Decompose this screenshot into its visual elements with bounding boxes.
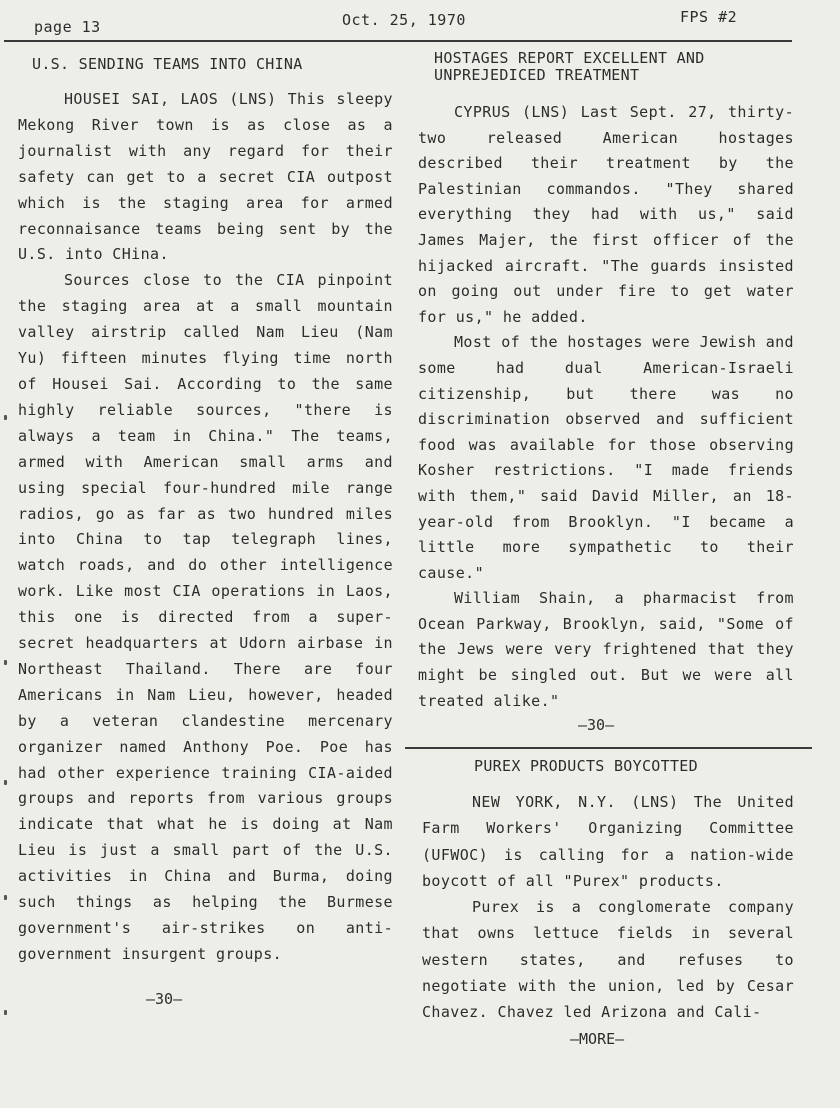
binding-hole-mark — [4, 895, 7, 900]
article-paragraph: CYPRUS (LNS) Last Sept. 27, thirty-two released American hostages described their treatment by the Palestinian commandos. "They shared everything they had with us," said James Majer, the first officer of the hijacked aircraft. "The guards insisted on going out under fire to get water for us," he added. — [418, 103, 794, 326]
article-headline: PUREX PRODUCTS BOYCOTTED — [474, 757, 698, 775]
end-mark: —30— — [578, 716, 615, 734]
article-paragraph: NEW YORK, N.Y. (LNS) The United Farm Workers' Organizing Committee (UFWOC) is calling for a nation-wide boycott of all "Purex" products. — [422, 793, 794, 890]
binding-hole-mark — [4, 415, 7, 420]
article-purex-boycott — [422, 758, 794, 1026]
end-mark: —30— — [146, 990, 183, 1008]
article-us-teams-china — [18, 56, 393, 968]
article-paragraph: Purex is a conglomerate company that owns lettuce fields in several western states, and refuses to negotiate with the union, led by Cesar Chavez. Chavez led Arizona and Cali- — [422, 898, 794, 1022]
page-number: page 13 — [34, 18, 101, 36]
article-headline: U.S. SENDING TEAMS INTO CHINA — [32, 55, 303, 73]
issue-code: FPS #2 — [680, 8, 738, 26]
continued-mark: —MORE— — [570, 1030, 625, 1048]
binding-hole-mark — [4, 660, 7, 665]
article-paragraph: William Shain, a pharmacist from Ocean Parkway, Brooklyn, said, "Some of the Jews were very frightened that they might be singled out. But we were all treated alike." — [418, 589, 794, 710]
article-headline: HOSTAGES REPORT EXCELLENT AND UNPREJEDICED TREATMENT — [434, 49, 705, 84]
issue-date: Oct. 25, 1970 — [342, 11, 466, 29]
article-paragraph: Most of the hostages were Jewish and some had dual American-Israeli citizenship, but there was no discrimination observed and sufficient food was available for those observing Kosher restrictions. "I made friends with them," said David Miller, an 18-year-old from Brooklyn. "I became a little more sympathetic to their cause." — [418, 333, 794, 582]
article-paragraph: Sources close to the CIA pinpoint the staging area at a small mountain valley airstrip called Nam Lieu (Nam Yu) fifteen minutes flying time north of Housei Sai. According to the same highly reliable sources, "there is always a team in China." The teams, armed with American small arms and using special four-hundred mile range radios, go as far as two hundred miles into China to tap telegraph lines, watch roads, and do other intelligence work. Like most CIA operations in Laos, this one is directed from a super-secret headquarters at Udorn airbase in Northeast Thailand. There are four Americans in Nam Lieu, however, headed by a veteran clandestine mercenary organizer named Anthony Poe. Poe has had other experience training CIA-aided groups and reports from various groups indicate that what he is doing at Nam Lieu is just a small part of the U.S. activities in China and Burma, doing such things as helping the Burmese government's air-strikes on anti-government insurgent groups. — [18, 271, 393, 963]
section-rule — [405, 747, 812, 749]
binding-hole-mark — [4, 1010, 7, 1015]
binding-hole-mark — [4, 780, 7, 785]
article-paragraph: HOUSEI SAI, LAOS (LNS) This sleepy Mekong River town is as close as a journalist with any regard for their safety can get to a secret CIA outpost which is the staging area for armed reconnaisance teams being sent by the U.S. into CHina. — [18, 90, 393, 264]
article-hostages-report — [418, 50, 794, 714]
header-rule — [4, 40, 792, 42]
